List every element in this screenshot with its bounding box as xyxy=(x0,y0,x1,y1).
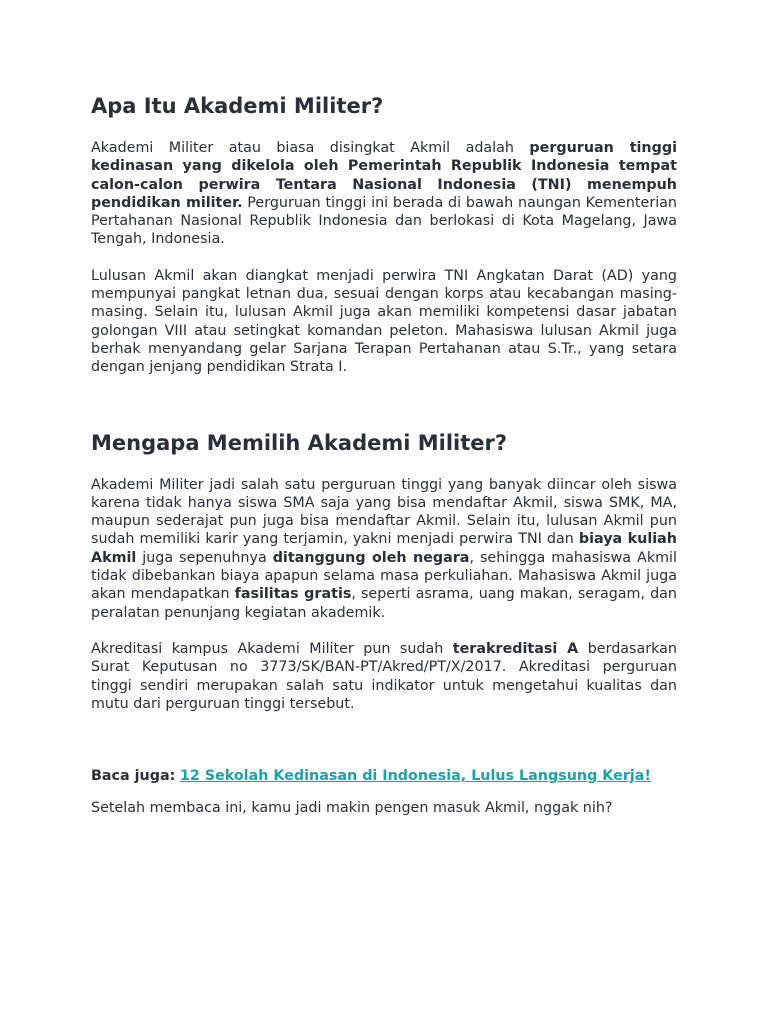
closing-paragraph: Setelah membaca ini, kamu jadi makin pengen masuk Akmil, nggak nih? xyxy=(91,800,613,817)
text-span: Akademi Militer atau biasa disingkat Akmil adalah xyxy=(91,140,530,156)
text-span: berdasarkan Surat Keputusan no 3773/SK/BAN-PT/Akred/PT/X/2017. Akreditasi perguruan tinggi sendiri merupakan salah satu indikator untuk mengetahui kualitas dan mutu dari perguruan tinggi tersebut. xyxy=(91,640,677,712)
heading-mengapa-memilih: Mengapa Memilih Akademi Militer? xyxy=(91,430,508,455)
paragraph-accreditation xyxy=(91,640,677,713)
read-also-link[interactable]: 12 Sekolah Kedinasan di Indonesia, Lulus Langsung Kerja! xyxy=(179,768,651,785)
heading-apa-itu-akmil: Apa Itu Akademi Militer? xyxy=(91,94,384,118)
read-also xyxy=(91,767,677,785)
paragraph-definition xyxy=(91,139,677,249)
bold-definition: perguruan tinggi kedinasan yang dikelola oleh Pemerintah Republik Indonesia tempat calon-calon perwira Tentara Nasional Indonesia (TNI) menempuh pendidikan militer. xyxy=(91,140,677,211)
bold-free-facilities: fasilitas gratis xyxy=(234,586,352,603)
text-span: Perguruan tinggi ini berada di bawah naungan Kementerian Pertahanan Nasional Republik Indonesia dan berlokasi di Kota Magelang, Jawa Tengah, Indonesia. xyxy=(91,194,677,248)
bold-accreditation: terakreditasi A xyxy=(452,640,579,657)
paragraph-reasons xyxy=(91,476,677,622)
bold-tuition: biaya kuliah Akmil xyxy=(91,531,677,566)
paragraph-graduates: Lulusan Akmil akan diangkat menjadi perwira TNI Angkatan Darat (AD) yang mempunyai pangkat letnan dua, sesuai dengan korps atau kecabangan masing-masing. Selain itu, lulusan Akmil juga akan memiliki kompetensi dasar jabatan golongan VIII atau setingkat komandan peleton. Mahasiswa lulusan Akmil juga berhak menyandang gelar Sarjana Terapan Pertahanan atau S.Tr., yang setara dengan jenjang pendidikan Strata I. xyxy=(91,267,677,376)
text-span: , sehingga mahasiswa Akmil tidak dibebankan biaya apapun selama masa perkuliahan. Mahasiswa Akmil juga akan mendapatkan xyxy=(91,549,677,603)
bold-state-funded: ditanggung oleh negara xyxy=(272,549,470,566)
article-body xyxy=(91,92,677,818)
text-span: Akreditasi kampus Akademi Militer pun sudah xyxy=(91,640,453,657)
text-span: , seperti asrama, uang makan, seragam, dan peralatan penunjang kegiatan akademik. xyxy=(91,586,677,621)
text-span: juga sepenuhnya xyxy=(136,549,273,566)
read-also-label: Baca juga: xyxy=(91,768,176,785)
text-span: Akademi Militer jadi salah satu perguruan tinggi yang banyak diincar oleh siswa karena tidak hanya siswa SMA saja yang bisa mendaftar Akmil, siswa SMK, MA, maupun sederajat pun juga bisa mendaftar Akmil. Selain itu, lulusan Akmil pun sudah memiliki karir yang terjamin, yakni menjadi perwira TNI dan xyxy=(91,476,677,548)
